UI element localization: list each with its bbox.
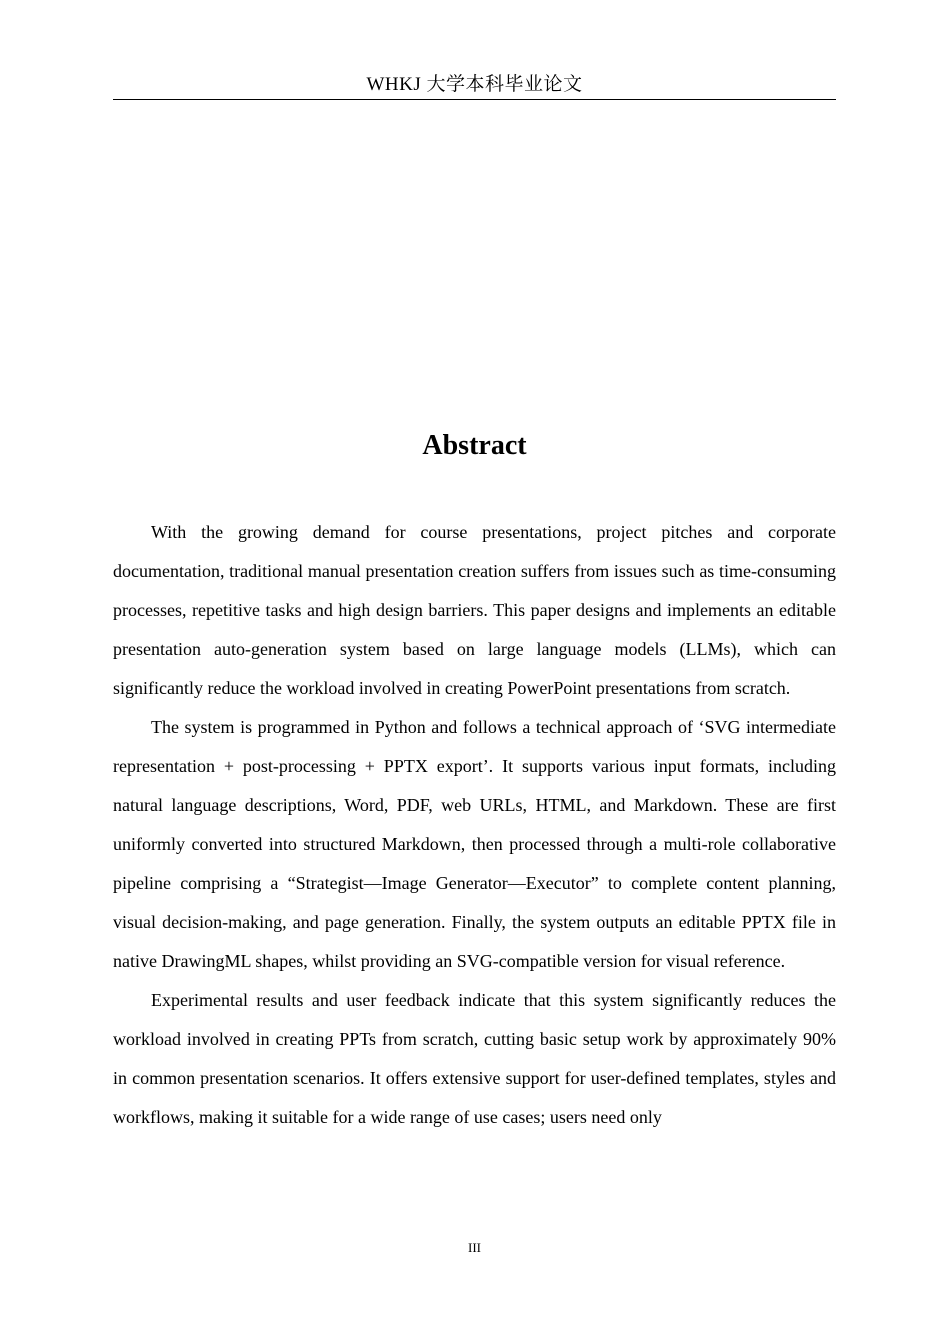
abstract-paragraph: Experimental results and user feedback indicate that this system significantly reduces the workload involved in creating PPTs from scratch, cutting basic setup work by approximately 90% in common presentation scenarios. It offers extensive support for user-defined templates, styles and workflows, making it suitable for a wide range of use cases; users need only <box>113 990 836 1127</box>
abstract-paragraph: With the growing demand for course presentations, project pitches and corporate documentation, traditional manual presentation creation suffers from issues such as time-consuming processes, repetitive tasks and high design barriers. This paper designs and implements an editable presentation auto-generation system based on large language models (LLMs), which can significantly reduce the workload involved in creating PowerPoint presentations from scratch. <box>113 522 836 698</box>
abstract-body <box>113 513 836 1137</box>
abstract-title: Abstract <box>422 430 527 461</box>
running-header <box>113 70 836 100</box>
running-header-title: WHKJ 大学本科毕业论文 <box>366 74 583 95</box>
abstract-paragraph: The system is programmed in Python and follows a technical approach of ‘SVG intermediate representation + post-processing + PPTX export’. It supports various input formats, including natural language descriptions, Word, PDF, web URLs, HTML, and Markdown. These are first uniformly converted into structured Markdown, then processed through a multi-role collaborative pipeline comprising a “Strategist—Image Generator—Executor” to complete content planning, visual decision-making, and page generation. Finally, the system outputs an editable PPTX file in native DrawingML shapes, whilst providing an SVG-compatible version for visual reference. <box>113 717 836 971</box>
page-number: III <box>468 1240 481 1255</box>
